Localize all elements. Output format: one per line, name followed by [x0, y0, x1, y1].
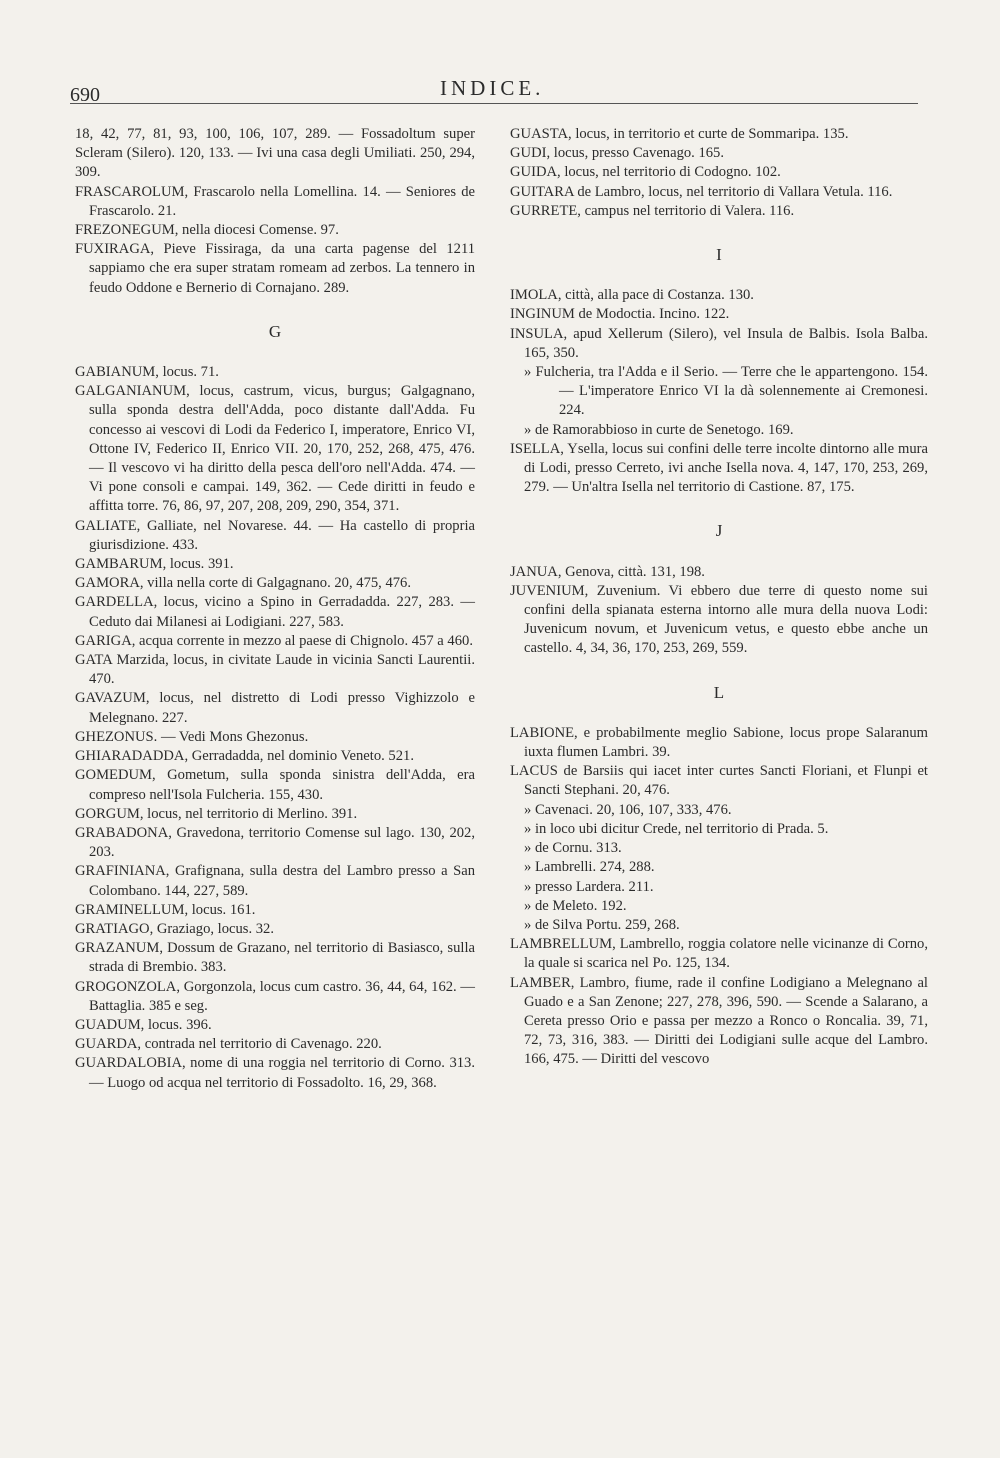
index-entry: GHEZONUS. — Vedi Mons Ghezonus. — [75, 728, 309, 745]
index-entry: GALIATE, Galliate, nel Novarese. 44. — Ha castello di propria giurisdizione. 433. — [75, 517, 475, 553]
page-number: 690 — [70, 84, 100, 106]
index-entry: GAMBARUM, locus. 391. — [75, 556, 234, 573]
index-entry: GAMORA, villa nella corte di Galgagnano. 20, 475, 476. — [75, 575, 411, 592]
index-entry: JANUA, Genova, città. 131, 198. — [510, 563, 705, 580]
index-entry: GUITARA de Lambro, locus, nel territorio di Vallara Vetula. 116. — [510, 183, 893, 200]
index-entry: GATA Marzida, locus, in civitate Laude in vicinia Sancti Laurentii. 470. — [75, 652, 475, 688]
index-entry: GORGUM, locus, nel territorio di Merlino. 391. — [75, 805, 358, 822]
index-subentry: » de Ramorabbioso in curte de Senetogo. 169. — [524, 421, 794, 438]
index-entry: GARIGA, acqua corrente in mezzo al paese di Chignolo. 457 a 460. — [75, 632, 473, 649]
index-subentry: » de Cornu. 313. — [524, 840, 622, 857]
index-entry: GUARDA, contrada nel territorio di Cavenago. 220. — [75, 1036, 382, 1053]
index-entry: GRAFINIANA, Grafignana, sulla destra del Lambro presso a San Colombano. 144, 227, 589. — [75, 863, 475, 899]
index-subentry: » Lambrelli. 274, 288. — [524, 859, 655, 876]
continuation-entry: 18, 42, 77, 81, 93, 100, 106, 107, 289. — Fossadoltum super Scleram (Silero). 120, 133. — Ivi una casa degli Umiliati. 250, 294, 309. — [75, 126, 475, 181]
index-entry: GARDELLA, locus, vicino a Spino in Gerradadda. 227, 283. — Ceduto dai Milanesi ai Lodigiani. 227, 583. — [75, 594, 475, 630]
index-entry: GUDI, locus, presso Cavenago. 165. — [510, 145, 725, 162]
index-entry: GUASTA, locus, in territorio et curte de Sommaripa. 135. — [510, 126, 849, 142]
index-entry: GRAMINELLUM, locus. 161. — [75, 901, 256, 918]
index-entry: GUARDALOBIA, nome di una roggia nel territorio di Corno. 313. — Luogo od acqua nel territorio di Fossadolto. 16, 29, 368. — [75, 1055, 475, 1091]
index-entry: GABIANUM, locus. 71. — [75, 364, 219, 381]
index-entry: GOMEDUM, Gometum, sulla sponda sinistra dell'Adda, era compreso nell'Isola Fulcheria. 155, 430. — [75, 767, 475, 803]
section-letter-l: L — [713, 682, 725, 702]
index-entry: LAMBER, Lambro, fiume, rade il confine Lodigiano a Melegnano al Guado e a San Zenone; 227, 278, 396, 590. — Scende a Salarano, a Cereta presso Orio e passa per mezzo a Ronco o Roncalia. 39, 71, 72, 73, 316, 383. — Diritti dei Lodigiani sulle acque del Lambro. 166, 475. — Diritti del vescovo — [510, 974, 928, 1068]
index-entry: GRAZANUM, Dossum de Grazano, nel territorio di Basiasco, sulla strada di Brembio. 383. — [75, 940, 475, 976]
section-letter-g: G — [268, 321, 282, 341]
right-column — [510, 125, 928, 1070]
index-subentry: » de Silva Portu. 259, 268. — [524, 916, 680, 933]
index-entry: LAMBRELLUM, Lambrello, roggia colatore nelle vicinanze di Corno, la quale si scarica nel Po. 125, 134. — [510, 936, 928, 972]
index-subentry: » de Meleto. 192. — [524, 897, 627, 914]
index-entry: GUIDA, locus, nel territorio di Codogno. 102. — [510, 164, 781, 181]
running-head: INDICE. — [440, 76, 545, 100]
index-entry: LACUS de Barsiis qui iacet inter curtes Sancti Floriani, et Flunpi et Sancti Stephani. 20, 476. — [510, 763, 928, 799]
section-letter-j: J — [715, 521, 723, 541]
index-entry: ISELLA, Ysella, locus sui confini delle terre incolte dintorno alle mura di Lodi, presso Cerreto, ivi anche Isella nova. 4, 147, 170, 253, 269, 279. — Un'altra Isella nel territorio di Castione. 87, 175. — [510, 440, 928, 496]
index-entry: INGINUM de Modoctia. Incino. 122. — [510, 306, 730, 323]
index-subentry: » Fulcheria, tra l'Adda e il Serio. — Terre che le appartengono. 154. — L'imperatore Enrico VI la dà solennemente ai Cremonesi. 224. — [524, 364, 928, 419]
index-entry: IMOLA, città, alla pace di Costanza. 130. — [510, 287, 754, 304]
index-entry: GAVAZUM, locus, nel distretto di Lodi presso Vighizzolo e Melegnano. 227. — [75, 690, 475, 726]
index-subentry: » Cavenaci. 20, 106, 107, 333, 476. — [524, 801, 732, 818]
index-entry: FREZONEGUM, nella diocesi Comense. 97. — [75, 222, 339, 239]
index-entry: GUADUM, locus. 396. — [75, 1016, 212, 1033]
index-entry: GHIARADADDA, Gerradadda, nel dominio Veneto. 521. — [75, 748, 414, 765]
index-entry: GRATIAGO, Graziago, locus. 32. — [75, 920, 275, 937]
index-subentry: » presso Lardera. 211. — [524, 878, 654, 895]
header-rule — [70, 103, 918, 104]
index-entry: FRASCAROLUM, Frascarolo nella Lomellina. 14. — Seniores de Frascarolo. 21. — [75, 183, 475, 219]
section-letter-i: I — [716, 245, 722, 265]
index-entry: GURRETE, campus nel territorio di Valera. 116. — [510, 202, 795, 219]
index-entry: GROGONZOLA, Gorgonzola, locus cum castro. 36, 44, 64, 162. — Battaglia. 385 e seg. — [75, 978, 475, 1014]
index-entry: GRABADONA, Gravedona, territorio Comense sul lago. 130, 202, 203. — [75, 824, 475, 861]
index-subentry: » in loco ubi dicitur Crede, nel territorio di Prada. 5. — [524, 820, 829, 837]
index-entry: JUVENIUM, Zuvenium. Vi ebbero due terre di questo nome sui confini della spianata esterna intorno alle mura della nuova Lodi: Juvenicum novum, et Juvenicum vetus, e questo ebbe anche un castello. 4, 34, 36, 170, 253, 269, 559. — [510, 582, 928, 657]
index-entry: INSULA, apud Xellerum (Silero), vel Insula de Balbis. Isola Balba. 165, 350. — [510, 325, 928, 361]
left-column — [75, 125, 475, 1093]
index-entry: LABIONE, e probabilmente meglio Sabione, locus prope Salaranum iuxta flumen Lambri. 39. — [510, 724, 928, 761]
index-entry: FUXIRAGA, Pieve Fissiraga, da una carta pagense del 1211 sappiamo che era super stratam romeam ad zerbos. La tennero in feudo Oddone e Bernerio di Cornajano. 289. — [75, 241, 475, 296]
index-entry: GALGANIANUM, locus, castrum, vicus, burgus; Galgagnano, sulla sponda destra dell'Adda, poco distante dall'Adda. Fu concesso ai vescovi di Lodi da Federico I, imperatore, Enrico VI, Ottone IV, Federico II, Enrico VII. 20, 170, 252, 268, 475, 476. — Il vescovo vi ha diritto della pesca dell'oro nell'Adda. 474. — Vi pone consoli e campai. 149, 362. — Cede diritti in feudo e affitta torre. 76, 86, 97, 207, 208, 209, 290, 354, 371. — [75, 383, 475, 515]
